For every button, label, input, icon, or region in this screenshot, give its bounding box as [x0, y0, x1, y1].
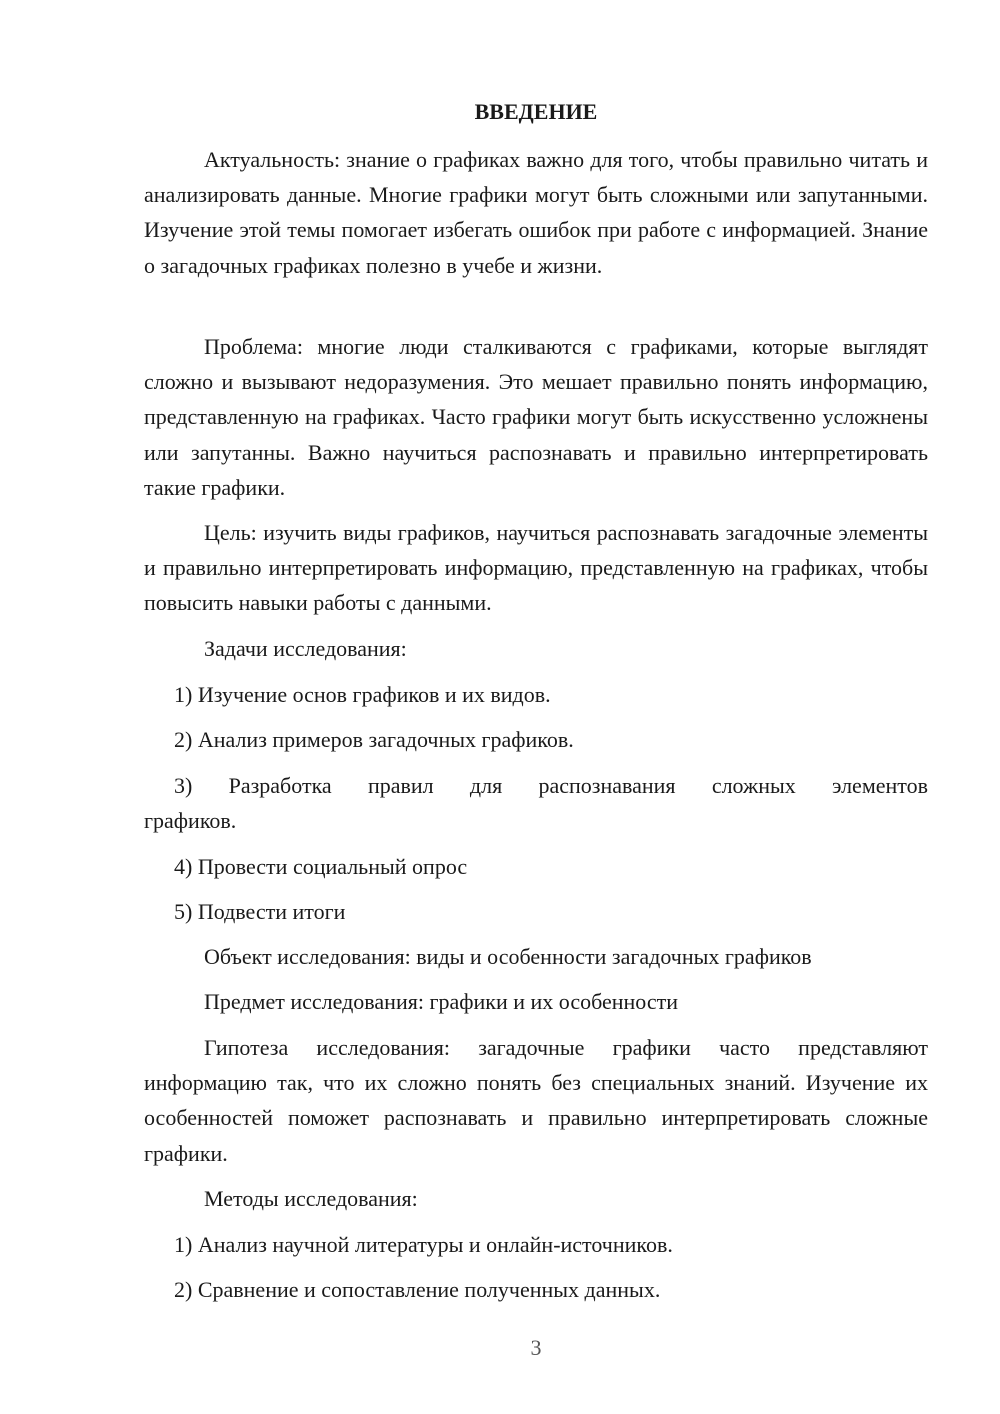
relevance-paragraph	[144, 142, 928, 283]
object-block	[144, 939, 928, 974]
problem-paragraph	[144, 329, 928, 505]
subject-block	[144, 984, 928, 1019]
task-item	[144, 722, 928, 757]
relevance-text: Актуальность: знание о графиках важно для того, чтобы правильно читать и анализировать данные. Многие графики могут быть сложными или запутанными. Изучение этой темы помогает избегать ошибок при работе с информацией. Знание о загадочных графиках полезно в учебе и жизни.	[144, 147, 928, 278]
task-item-text: 1) Изучение основ графиков и их видов.	[174, 682, 551, 707]
task-item-text: 4) Провести социальный опрос	[174, 854, 468, 879]
task-item	[144, 677, 928, 712]
task-item-text: 2) Анализ примеров загадочных графиков.	[174, 727, 574, 752]
subject-text: Предмет исследования: графики и их особенности	[204, 989, 678, 1014]
goal-paragraph	[144, 515, 928, 621]
task-item	[144, 849, 928, 884]
task-item	[144, 768, 928, 838]
task-item-text: 5) Подвести итоги	[174, 899, 346, 924]
hypothesis-paragraph	[144, 1030, 928, 1171]
task-item-continuation: графиков.	[144, 808, 237, 834]
task-item	[144, 894, 928, 929]
method-item-text: 2) Сравнение и сопоставление полученных данных.	[174, 1277, 661, 1302]
method-item	[144, 1227, 928, 1262]
page-number: 3	[530, 1335, 542, 1360]
object-text: Объект исследования: виды и особенности загадочных графиков	[204, 944, 812, 969]
tasks-heading: Задачи исследования:	[204, 636, 407, 661]
methods-heading-block	[144, 1181, 928, 1216]
tasks-heading-block	[144, 631, 928, 666]
page-title: ВВЕДЕНИЕ	[474, 99, 598, 124]
goal-text: Цель: изучить виды графиков, научиться распознавать загадочные элементы и правильно интерпретировать информацию, представленную на графиках, чтобы повысить навыки работы с данными.	[144, 520, 928, 616]
method-item	[144, 1272, 928, 1307]
method-item-text: 1) Анализ научной литературы и онлайн-источников.	[174, 1232, 673, 1257]
problem-text: Проблема: многие люди сталкиваются с графиками, которые выглядят сложно и вызывают недоразумения. Это мешает правильно понять информацию, представленную на графиках. Часто графики могут быть искусственно усложнены или запутанны. Важно научиться распознавать и правильно интерпретировать такие графики.	[144, 334, 928, 500]
task-item-text: 3) Разработка правил для распознавания сложных элементов	[174, 773, 928, 798]
hypothesis-text: Гипотеза исследования: загадочные графики часто представляют информацию так, что их сложно понять без специальных знаний. Изучение их особенностей поможет распознавать и правильно интерпретировать сложные графики.	[144, 1035, 928, 1166]
methods-heading: Методы исследования:	[204, 1186, 418, 1211]
